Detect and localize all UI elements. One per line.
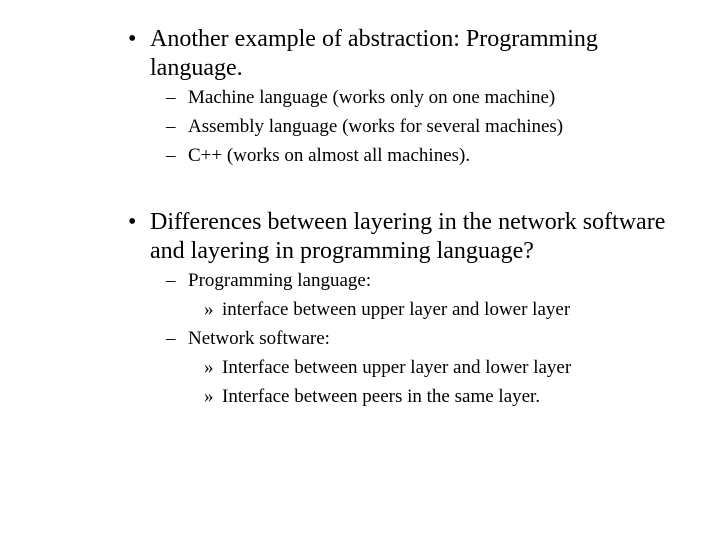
dash-marker: – (166, 116, 176, 137)
subitem-text: Assembly language (works for several machines) (188, 116, 564, 137)
subitem-text: Programming language: (188, 270, 372, 291)
subitem-assembly-language (166, 116, 563, 138)
subsubitem-interface-peers (204, 386, 540, 408)
bullet-text: Another example of abstraction: Programming language. (150, 26, 598, 81)
subitem-text: Machine language (works only on one machine) (188, 87, 556, 108)
subsubitem-text: Interface between upper layer and lower layer (222, 357, 572, 378)
chevron-marker: » (204, 386, 214, 407)
dash-marker: – (166, 87, 176, 108)
dash-marker: – (166, 328, 176, 349)
bullet-marker: • (128, 26, 137, 52)
subitem-machine-language (166, 87, 555, 109)
bullet-text: Differences between layering in the network software and layering in programming language? (150, 209, 666, 264)
subitem-cpp (166, 145, 470, 167)
bullet-2 (128, 208, 688, 266)
subitem-text: Network software: (188, 328, 330, 349)
subsubitem-text: interface between upper layer and lower layer (222, 299, 571, 320)
subitem-programming-language (166, 270, 371, 292)
subsubitem-text: Interface between peers in the same layer. (222, 386, 541, 407)
bullet-marker: • (128, 209, 137, 235)
bullet-1 (128, 25, 688, 83)
dash-marker: – (166, 145, 176, 166)
subitem-network-software (166, 328, 330, 350)
subsubitem-interface-upper-lower (204, 299, 570, 321)
dash-marker: – (166, 270, 176, 291)
subitem-text: C++ (works on almost all machines). (188, 145, 471, 166)
subsubitem-interface-upper-lower-2 (204, 357, 571, 379)
chevron-marker: » (204, 357, 214, 378)
chevron-marker: » (204, 299, 214, 320)
